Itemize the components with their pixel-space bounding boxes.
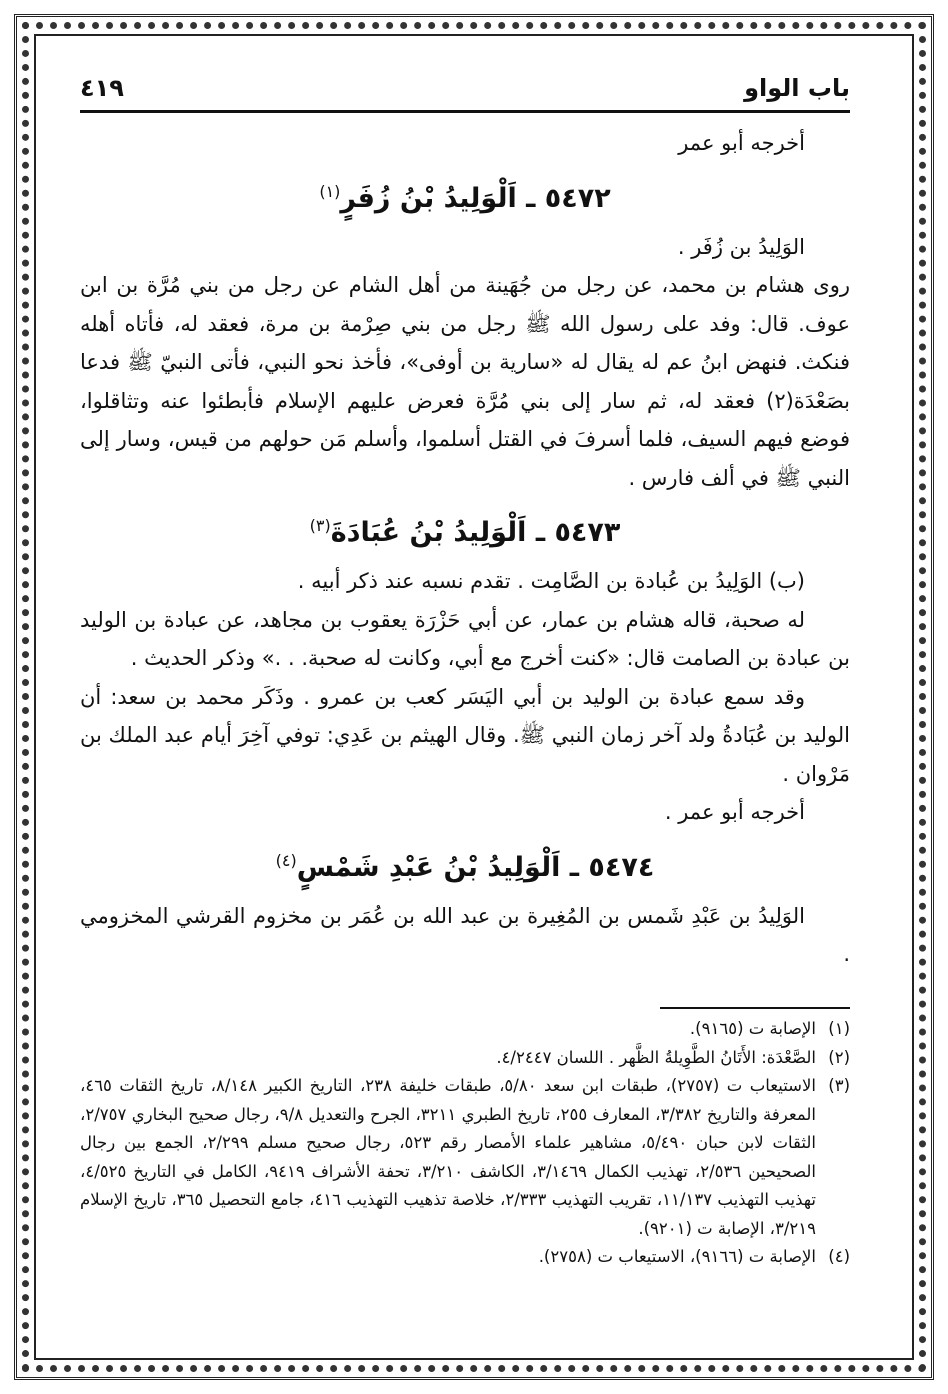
paragraph-closing: أخرجه أبو عمر . [664,800,805,824]
paragraph-body: وقد سمع عبادة بن الوليد بن أبي اليَسَر كعب بن عمرو . وذَكَر محمد بن سعد: أن الوليد بن عُبَادةُ ولد آخر زمان النبي ﷺ. وقال الهيثم بن عَدِي: توفي آخِرَ أيام عبد الملك بن مَرْوان . [80,684,850,786]
footnote-item [80,1044,850,1073]
entry-title-text: ٥٤٧٢ ـ اَلْوَلِيدُ بْنُ زُفَرٍ [340,182,611,214]
footnotes [80,1007,850,1272]
entry-name-line: الوَلِيدُ بن عَبْدِ شَمس بن المُغِيرة بن عبد الله بن عُمَر بن مخزوم القرشي المخزومي . [80,903,850,966]
entry-name-line: (ب) الوَلِيدُ بن عُبادة بن الصَّامِت . تقدم نسبه عند ذكر أبيه . [297,569,805,593]
paragraph-body: روى هشام بن محمد، عن رجل من جُهَينة من أهل الشام عن رجل من بني مُرَّة بن ابن عوف. قال: وفد على رسول الله ﷺ رجل من بني صِرْمة بن مرة، فعقد له، فأتاه أهله فنكث. فنهض ابنُ عم له يقال له «سارية بن أوفى»، فأخذ نحو النبي، فأتى النبيّ ﷺ فدعا بصَعْدَة(٢) فعقد له، ثم سار إلى بني مُرَّة فعرض عليهم الإسلام فأبطئوا عنه وتثاقلوا، فوضع فيهم السيف، فلما أسرفَ في القتل أسلموا، وأسلم مَن حولهم من قيس، وسار إلى النبي ﷺ في ألف فارس . [80,273,850,490]
footnote-separator [660,1007,850,1009]
entry-title-5472 [80,167,850,224]
footnote-ref: (٣) [309,516,331,535]
entry-title-text: ٥٤٧٤ ـ اَلْوَلِيدُ بْنُ عَبْدِ شَمْسٍ [296,851,655,883]
main-text [80,124,850,974]
footnote-item [80,1015,850,1044]
footnote-ref: (١) [319,181,341,201]
footnote-number: (٣) [828,1076,850,1095]
footnote-text: الاستيعاب ت (٢٧٥٧)، طبقات ابن سعد ٥/٨٠، طبقات خليفة ٢٣٨، التاريخ الكبير ٨/١٤٨، تاريخ الثقات ٤٦٥، المعرفة والتاريخ ٣/٣٨٢، المعارف ٢٥٥، تاريخ الطبري ٣٢١١، الجرح والتعديل ٩/٨، رجال صحيح البخاري ٢/٧٥٧، الثقات لابن حبان ٥/٤٩٠، مشاهير علماء الأمصار رقم ٥٢٣، رجال صحيح مسلم ٢/٢٩٩، الجمع بين رجال الصحيحين ٢/٥٣٦، تهذيب الكمال ٣/١٤٦٩، الكاشف ٣/٢١٠، تحفة الأشراف ٩٤١٩، الكامل في التاريخ ٤/٥٢٥، تهذيب التهذيب ١١/١٣٧، تقريب التهذيب ٢/٣٣٣، خلاصة تذهيب التهذيب ٤١٦، جامع التحصيل ٣٦٥، تاريخ الإسلام ٣/٢١٩، الإصابة ت (٩٢٠١). [80,1076,816,1238]
footnote-text: الإصابة ت (٩١٦٦)، الاستيعاب ت (٢٧٥٨). [538,1247,816,1266]
entry-name-line: الوَلِيدُ بن زُفَر . [677,234,805,259]
footnote-number: (٤) [828,1247,850,1266]
footnote-text: الصَّعْدَة: الأَتَانُ الطَّوِيلةُ الظَّهر . اللسان ٤/٢٤٤٧. [496,1047,816,1067]
page-number: ٤١٩ [80,74,124,102]
entry-title-text: ٥٤٧٣ ـ اَلْوَلِيدُ بْنُ عُبَادَةَ [330,517,621,548]
paragraph-closing: أخرجه أبو عمر [678,131,805,155]
paragraph-body: له صحبة، قاله هشام بن عمار، عن أبي حَزْرَة يعقوب بن مجاهد، عن عبادة بن الوليد بن عبادة بن الصامت قال: «كنت أخرج مع أبي، وكانت له صحبة. . .» وذكر الحديث . [80,607,850,670]
entry-title-5473 [80,501,850,558]
footnote-text: الإصابة ت (٩١٦٥). [689,1019,816,1038]
footnote-ref: (٤) [275,850,297,870]
book-page [80,70,850,1360]
entry-title-5474 [80,836,850,893]
footnote-item [80,1243,850,1272]
footnote-number: (١) [828,1019,850,1038]
footnote-number: (٢) [828,1047,850,1067]
page-header [80,70,850,113]
footnote-item [80,1072,850,1243]
running-head: باب الواو [744,74,850,102]
